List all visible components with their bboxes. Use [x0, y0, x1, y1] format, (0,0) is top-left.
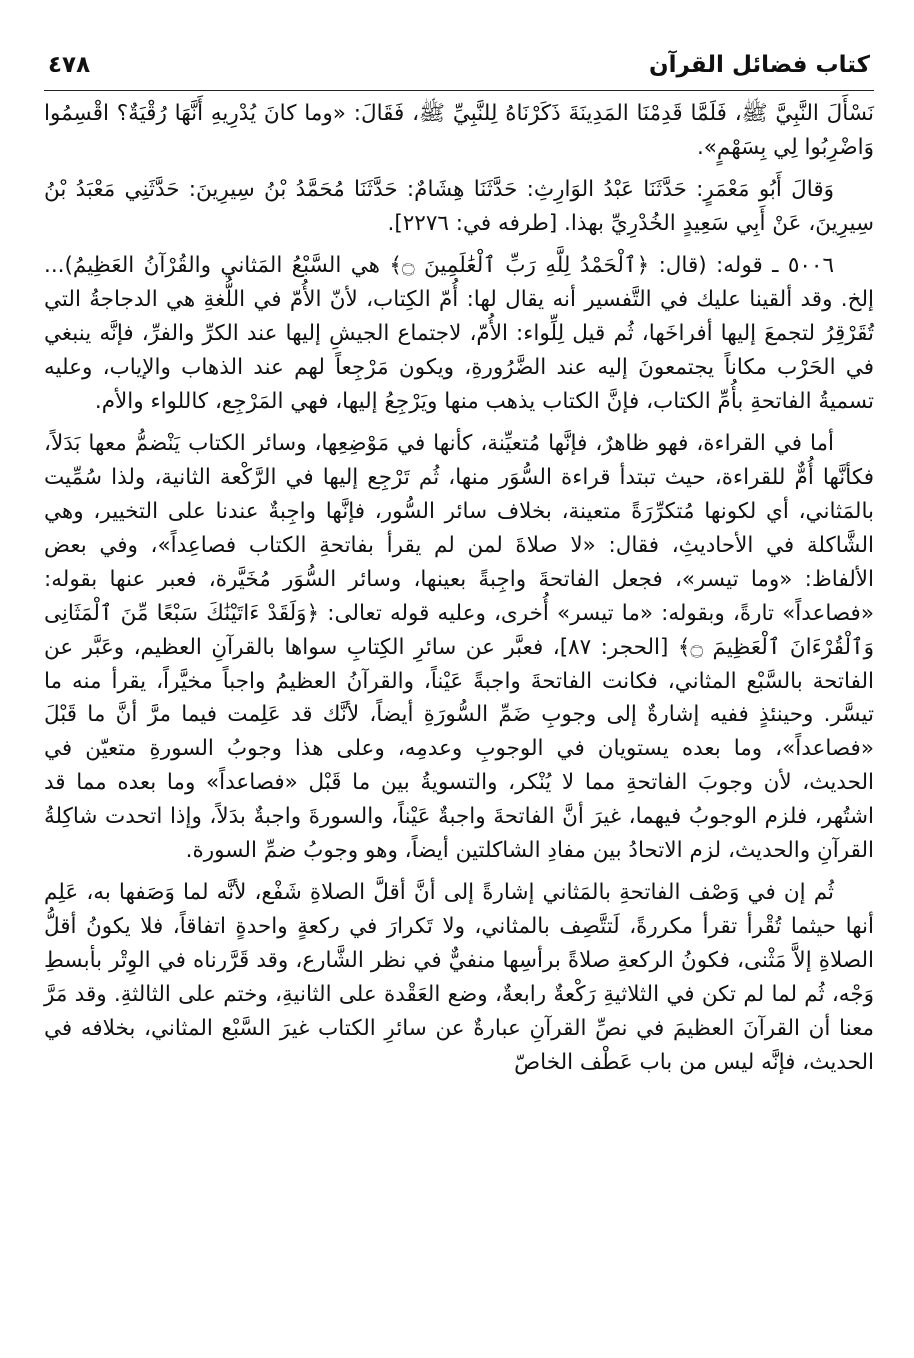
paragraph-isnad: وَقالَ أَبُو مَعْمَرٍ: حَدَّثَنَا عَبْدُ الوَارِثِ: حَدَّثَنَا هِشَامٌ: حَدَّثَنَا مُحَمَّدُ بْنُ سِيرِينَ: حَدَّثَنِي مَعْبَدُ بْنُ سِيرِينَ، عَنْ أَبِي سَعِيدٍ الخُدْرِيِّ بهذا. [طرفه في: ٢٢٧٦].: [44, 176, 874, 236]
book-title: كتاب فضائل القرآن: [649, 52, 870, 78]
page-number: ٤٧٨: [48, 52, 91, 78]
paragraph-reading: أما في القراءة، فهو ظاهرٌ، فإنَّها مُتعيِّنة، كأنها في مَوْضِعِها، وسائر الكتاب يَنْضمُّ معها بَدَلاً، فكأنَّها أُمٌّ للقراءة، حيث تبتدأ قراءة السُّوَر منها، ثُم تَرْجِع إليها في الرَّكْعة الثانية، ولذا سُمِّيت بالمَثاني، أي لكونها مُتكرِّرَةً متعينة، بخلاف سائر السُّور، فإنَّها واجِبةٌ عندنا على التخيير، وهي الشَّاكلة في الأحاديثِ، فقال: «لا صلاةَ لمن لم يقرأ بفاتحةِ الكتاب فصاعِداً»، وفي بعض الألفاظ: «وما تيسر»، فجعل الفاتحةَ واجِبةً بعينها، وسائر السُّوَر مُخَيَّرة، فعبر عنها بقوله: «فصاعداً» تارةً، وبقوله: «ما تيسر» أُخرى، وعليه قوله تعالى: ﴿وَلَقَدْ ءَاتَيْنَٰكَ سَبْعًا مِّنَ ٱلْمَثَانِى وَٱلْقُرْءَانَ ٱلْعَظِيمَ ۝﴾ [الحجر: ٨٧]، فعبَّر عن سائرِ الكِتابِ سواها بالقرآنِ العظيم، وعَبَّر عن الفاتحة بالسَّبْع المثاني، فكانت الفاتحةَ واجبةً عَيْناً، والقرآنُ العظيمُ واجباً مخيَّراً، يقرأ منه ما تيسَّر. وحينئذٍ ففيه إشارةٌ إلى وجوبِ ضَمِّ السُّورَةِ أيضاً، لأنَّك قد عَلِمت فيما مرَّ أنَّ ما قَبْلَ «فصاعداً»، وما بعده يستويان في الوجوبِ وعدمِه، وعلى هذا وجوبُ السورةِ متعيّن في الحديث، لأن وجوبَ الفاتحةِ مما لا يُنْكر، والتسويةُ بين ما قَبْل «فصاعداً» وما بعده مما قد اشتُهر، فلزم الوجوبُ فيهما، غيرَ أنَّ الفاتحةَ واجبةٌ عَيْناً، والسورةَ واجبةٌ بدَلاً، وإذا اتحدت شاكِلةُ القرآنِ والحديث، لزم الاتحادُ بين مفادِ الشاكلتين أيضاً، وهو وجوبُ ضمِّ السورة.: [44, 430, 875, 864]
paragraph-mathani: ثُم إن في وَصْف الفاتحةِ بالمَثاني إشارةً إلى أنَّ أقلَّ الصلاةِ شَفْع، لأنَّه لما وَصَفها به، عَلِم أنها حيثما تُقْرأ تقرأ مكررةً، لَتتَّصِف بالمثاني، ولا تَكرارَ في ركعةٍ واحدةٍ اتفاقاً، فلا يكونُ أقلُّ الصلاةِ إلاَّ مَثْنى، فكونُ الركعةِ صلاةً برأسِها منفيٌّ في نظر الشَّارع، وقد قَرَّرناه في الوِتْر بأبسطِ وَجْه، ثُم لما لم تكن في الثلاثيةِ رَكْعةٌ رابعةٌ، وضع العَقْدة على الثانيةِ، وختم على الثالثةِ. وقد مَرَّ معنا أن القرآنَ العظيمَ في نصِّ القرآنِ عبارةٌ عن سائرِ الكتاب غيرَ السَّبْع المثاني، بخلافه في الحديث، فإنَّه ليس من باب عَطْف الخاصّ: [44, 880, 874, 1076]
running-header: [44, 44, 874, 91]
body-text: [44, 97, 874, 1080]
paragraph-hadith-ending: نَسْأَلَ النَّبِيَّ ﷺ، فَلَمَّا قَدِمْنَا المَدِينَةَ ذَكَرْنَاهُ لِلنَّبِيِّ ﷺ، فَقَالَ: «وما كانَ يُدْرِيهِ أَنَّهَا رُقْيَةٌ؟ اقْسِمُوا وَاضْرِبُوا لِي بِسَهْمٍ».: [44, 101, 874, 160]
paragraph-commentary-5006: ٥٠٠٦ ـ قوله: (قال: ﴿ٱلْحَمْدُ لِلَّهِ رَبِّ ٱلْعَٰلَمِينَ ۝﴾ هي السَّبْعُ المَثاني والقُرْآنُ العَظِيمُ)... إلخ. وقد ألقينا عليك في التَّفسير أنه يقال لها: أُمّ الكِتاب، لأنّ الأُمّ في اللُّغةِ هي الدجاجةُ التي تُقَرْقِرُ لتجمعَ إليها أفراخَها، ثُم قيل لِلِّواء: الأُمّ، لاجتماع الجيشِ إليها عند الكرِّ والفرِّ، فإنَّه ينبغي في الحَرْب مكاناً يجتمعونَ إليه عند الضَّرُورةِ، ويكون مَرْجِعاً لهم عند الذهاب والإياب، وعليه تسميةُ الفاتحةِ بأُمِّ الكتاب، فإنَّ الكتاب يذهب منها ويَرْجِعُ إليها، فهي المَرْجِع، كاللواء والأم.: [44, 252, 874, 414]
book-page: [44, 44, 874, 1334]
